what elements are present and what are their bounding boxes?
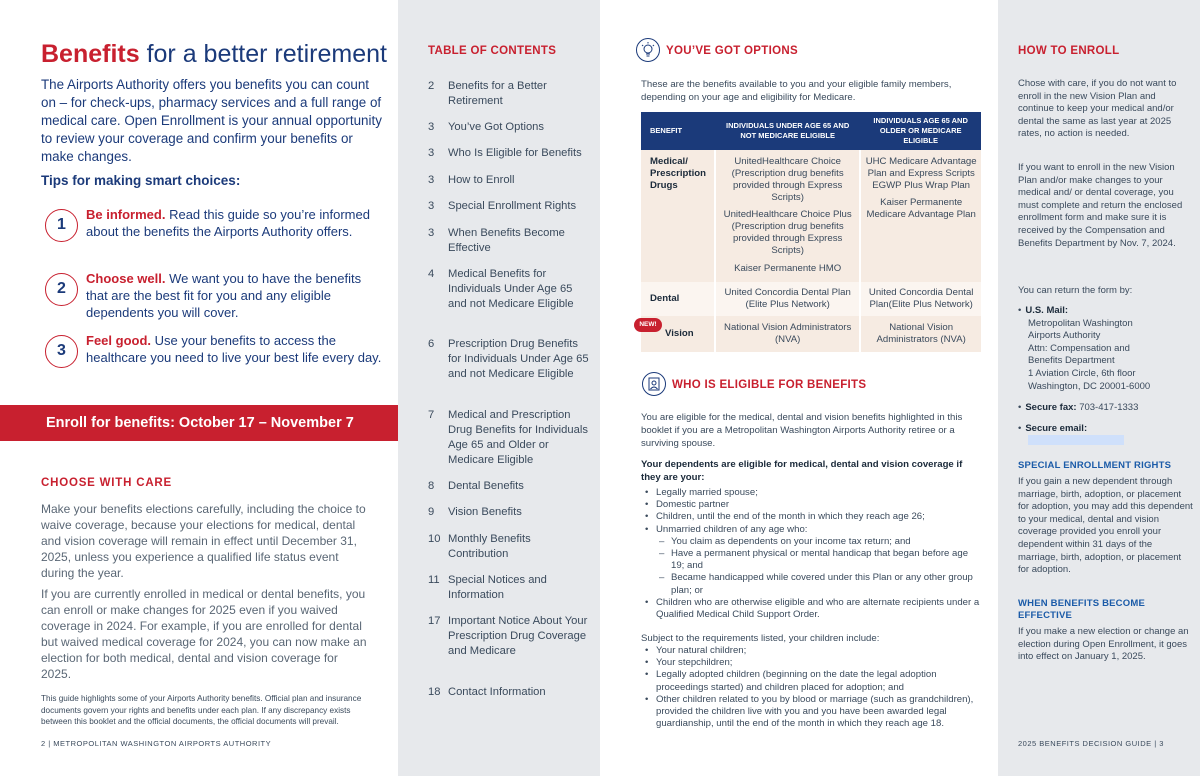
toc-item[interactable]: 9 Vision Benefits [428,506,522,518]
tips-heading: Tips for making smart choices: [41,173,241,188]
tip-number: 1 [45,209,78,242]
list-item: • Your natural children; [641,645,983,657]
children-intro: Subject to the requirements listed, your children include: [641,633,880,644]
tip-text: Choose well. We want you to have the benefits that are the best fit for you and any eligible dependents you will cover. [86,271,362,320]
toc-item[interactable]: 3 Who Is Eligible for Benefits [428,147,582,159]
toc-item[interactable]: 3 You’ve Got Options [428,121,544,133]
dependents-list [641,487,983,621]
toc-item[interactable]: 2 Benefits for a Better Retirement [428,80,547,107]
how-to-enroll-heading: HOW TO ENROLL [1018,45,1120,57]
enroll-banner: Enroll for benefits: October 17 – November 7 [0,405,398,441]
new-badge: NEW! [634,318,662,332]
care-paragraph-2: If you are currently enrolled in medical or dental benefits, you can enroll or make changes for 2025 even if you waived coverage in 2024. For example, if you are enrolled for dental but waived medical coverage for 2024, you can now make an election for both medical, dental and vision coverage for 2025. [41,587,367,681]
toc-item[interactable]: 8 Dental Benefits [428,480,524,492]
choose-with-care-heading: CHOOSE WITH CARE [41,477,172,489]
toc-item[interactable]: 3 When Benefits Become Effective [428,227,565,254]
benefits-table [641,112,981,352]
children-list [641,645,983,730]
footer-right: 2025 BENEFITS DECISION GUIDE | 3 [1018,739,1164,748]
left-page [0,0,398,776]
enroll-paragraph-1: Chose with care, if you do not want to enroll in the new Vision Plan and continue to keep your medical and/or dental the same as last year at 2025 rates, no action is needed. [1018,78,1177,140]
list-item: – Became handicapped while covered under this Plan or any other group plan; or [641,572,983,596]
table-header: INDIVIDUALS AGE 65 AND OLDER OR MEDICARE ELIGIBLE [860,112,981,150]
tip-text: Be informed. Read this guide so you’re informed about the benefits the Airports Authority offers. [86,207,370,239]
list-item: • Children, until the end of the month in which they reach age 26; [641,511,983,523]
toc-item[interactable]: 10 Monthly Benefits Contribution [428,533,531,560]
list-item: – You claim as dependents on your income tax return; and [641,536,983,548]
special-enrollment-heading: SPECIAL ENROLLMENT RIGHTS [1018,460,1172,471]
list-item: • Legally adopted children (beginning on the date the legal adoption proceedings started) and children placed for adoption; and [641,669,983,693]
dependents-heading: Your dependents are eligible for medical, dental and vision coverage if they are your: [641,459,963,483]
toc-item[interactable]: 18 Contact Information [428,686,546,698]
toc-heading: TABLE OF CONTENTS [428,45,557,57]
tip-text: Feel good. Use your benefits to access the healthcare you need to live your best life every day. [86,333,382,365]
toc-item[interactable]: 3 How to Enroll [428,174,515,186]
lightbulb-icon [636,38,660,62]
list-item: • Children who are otherwise eligible and who are alternate recipients under a Qualified Medical Child Support Order. [641,597,983,621]
special-enrollment-text: If you gain a new dependent through marriage, birth, adoption, or placement for adoption, you may add this dependent to your medical, dental and vision coverage provided you enroll your dependent within 31 days of the marriage, birth, adoption, or placement for adoption. [1018,476,1193,576]
list-item: • Legally married spouse; [641,487,983,499]
list-item: • Other children related to you by blood or marriage (such as grandchildren), provided the children live with you and you have been awarded legal guardianship, until the end of the month in which they reach age 18. [641,694,983,731]
footer-left: 2 | METROPOLITAN WASHINGTON AIRPORTS AUTHORITY [41,739,272,748]
intro-paragraph: The Airports Authority offers you benefits you can count on – for check-ups, pharmacy services and a full range of medical care. Open Enrollment is your annual opportunity to review your coverage and confirm your benefits or make changes. [41,77,382,164]
toc-item[interactable]: 6 Prescription Drug Benefits for Individuals Under Age 65 and not Medicare Eligible [428,338,589,380]
effective-text: If you make a new election or change an election during Open Enrollment, it goes into effect on January 1, 2025. [1018,626,1189,663]
table-row: Dental United Concordia Dental Plan (Elite Plus Network) United Concordia Dental Plan(Elite Plus Network) [641,282,981,316]
mail-address: • U.S. Mail: Metropolitan Washington Airports Authority Attn: Compensation and Benefits Department 1 Aviation Circle, 6th floor Washington, DC 20001-6000 [1018,305,1151,392]
options-intro: These are the benefits available to you and your eligible family members, depending on your age and eligibility for Medicare. [641,79,952,103]
eligibility-intro: You are eligible for the medical, dental and vision benefits highlighted in this booklet if you are a Metropolitan Washington Airports Authority retiree or a surviving spouse. [641,412,963,449]
list-item: – Have a permanent physical or mental handicap that began before age 19; and [641,548,983,572]
toc-item[interactable]: 17 Important Notice About Your Prescription Drug Coverage and Medicare [428,615,588,657]
table-header: INDIVIDUALS UNDER AGE 65 AND NOT MEDICARE ELIGIBLE [715,112,860,150]
page-title: Benefits for a better retirement [41,40,387,68]
table-row: Medical/ Prescription Drugs UnitedHealthcare Choice (Prescription drug benefits provided through Express Scripts) UnitedHealthcare Choice Plus (Prescription drug benefits provided through Express Scripts) Kaiser Permanente HMO UHC Medicare Advantage Plan and Express Scripts EGWP Plus Wrap Plan Kaiser Permanente Medicare Advantage Plan [641,150,981,282]
toc-item[interactable]: 3 Special Enrollment Rights [428,200,577,212]
email-line: • Secure email: [1018,423,1088,434]
eligibility-heading: WHO IS ELIGIBLE FOR BENEFITS [672,379,867,391]
fine-print: This guide highlights some of your Airports Authority benefits. Official plan and insurance documents govern your rights and benefits under each plan. If any discrepancy exists between this booklet and the official documents, the official documents will prevail. [41,694,362,726]
effective-heading: WHEN BENEFITS BECOME EFFECTIVE [1018,598,1145,621]
list-item: • Domestic partner [641,499,983,511]
list-item: • Your stepchildren; [641,657,983,669]
tip-number: 3 [45,335,78,368]
fax-line: • Secure fax: 703-417-1333 [1018,402,1139,413]
options-page [600,0,998,776]
table-row: Vision National Vision Administrators (NVA) National Vision Administrators (NVA) [641,316,981,352]
list-item: • Unmarried children of any age who: [641,524,983,536]
toc-item[interactable]: 11 Special Notices and Information [428,574,547,601]
email-redacted-box [1028,435,1124,445]
enroll-paragraph-2: If you want to enroll in the new Vision Plan and/or make changes to your medical and/ or dental coverage, you must complete and return the enclosed enrollment form and make sure it is received by the Compensation and Benefits Department by Nov. 7, 2024. [1018,162,1183,249]
table-of-contents [398,0,600,776]
people-icon [642,372,666,396]
toc-item[interactable]: 4 Medical Benefits for Individuals Under Age 65 and not Medicare Eligible [428,268,574,310]
enroll-paragraph-3: You can return the form by: [1018,285,1133,296]
care-paragraph-1: Make your benefits elections carefully, including the choice to waive coverage, because your elections for medical, dental and vision coverage will remain in effect until December 31, 2025, unless you experience a qualified life status event during the year. [41,502,366,580]
options-heading: YOU’VE GOT OPTIONS [666,45,798,57]
enroll-page [998,0,1200,776]
table-header: BENEFIT [641,112,715,150]
toc-item[interactable]: 7 Medical and Prescription Drug Benefits for Individuals Age 65 and Older or Medicare Eligible [428,409,588,466]
tip-number: 2 [45,273,78,306]
